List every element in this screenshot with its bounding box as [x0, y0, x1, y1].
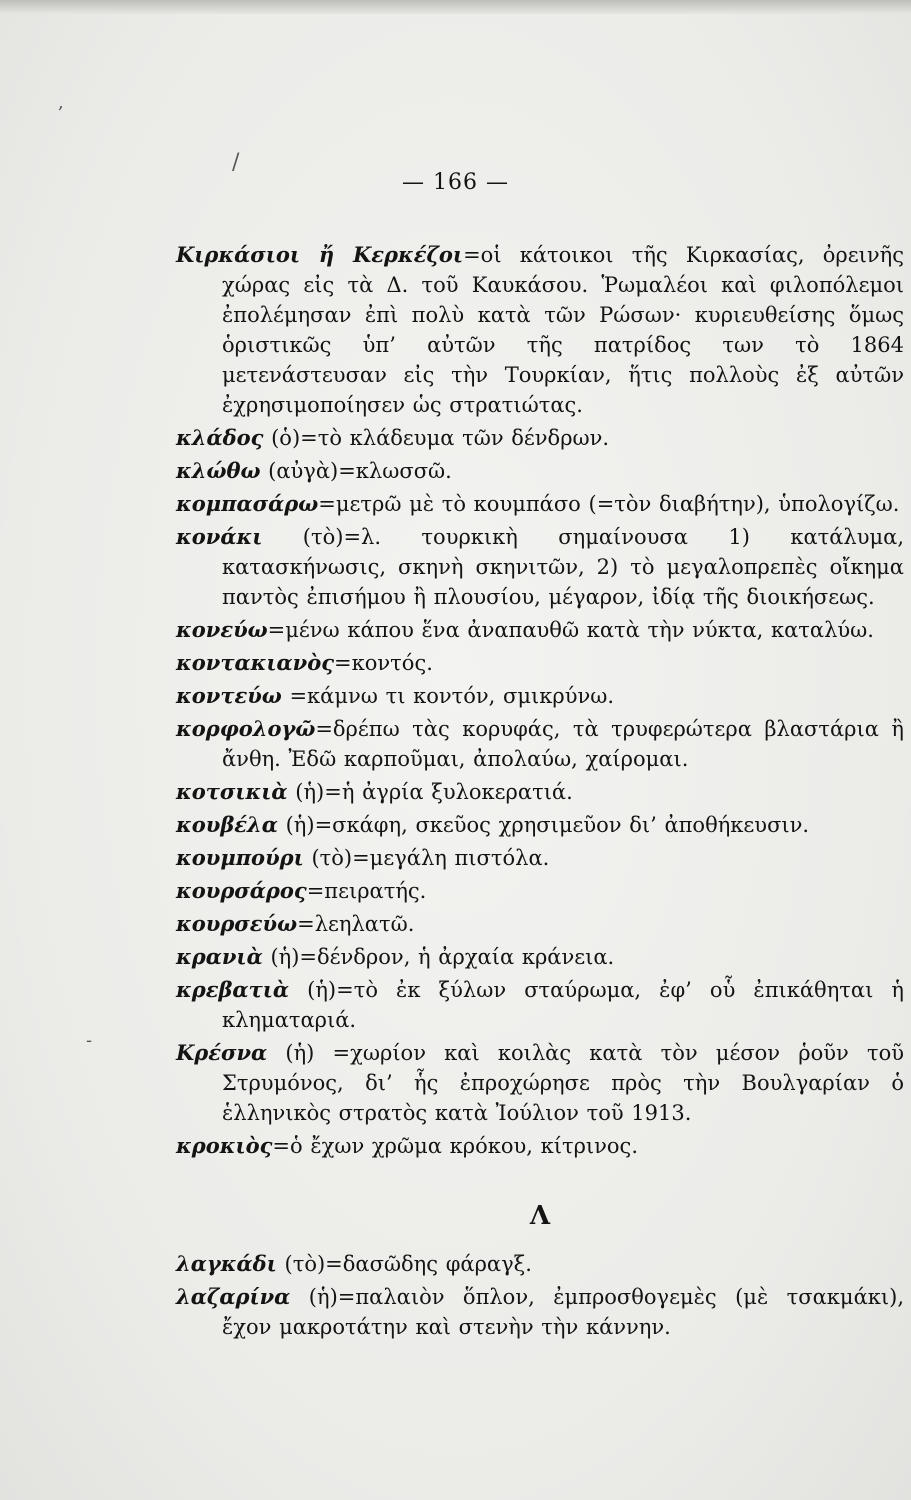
- entry-definition: =μένω κάπου ἕνα ἀναπαυθῶ κατὰ τὴν νύκτα, καταλύω.: [267, 618, 874, 642]
- entry-headword: λαζαρίνα: [176, 1284, 291, 1309]
- glossary-entry: [176, 714, 904, 774]
- entry-definition: (ἡ)=σκάφη, σκεῦος χρησιμεῦον δι’ ἀποθήκευσιν.: [277, 813, 810, 837]
- entry-definition: =λεηλατῶ.: [297, 912, 415, 936]
- entry-headword: κουβέλα: [176, 812, 278, 837]
- entry-definition: (ὁ)=τὸ κλάδευμα τῶν δένδρων.: [263, 426, 610, 450]
- glossary-entry: [176, 681, 904, 711]
- glossary-entry: [176, 648, 904, 678]
- glossary-entry: [176, 615, 904, 645]
- page-number: — 166 —: [402, 170, 509, 195]
- entries-section-k: [176, 240, 904, 1161]
- entry-headword: κοντεύω: [176, 683, 282, 708]
- glossary-entry: [176, 843, 904, 873]
- glossary-entry: [176, 876, 904, 906]
- entry-definition: =μετρῶ μὲ τὸ κουμπάσο (=τὸν διαβήτην), ὑπολογίζω.: [318, 492, 900, 516]
- entry-headword: κουρσάρος: [176, 878, 307, 903]
- entry-definition: (ἡ)=δένδρον, ἡ ἀρχαία κράνεια.: [262, 945, 615, 969]
- glossary-entries: [176, 240, 904, 1345]
- glossary-entry: [176, 423, 904, 453]
- entry-headword: Κιρκάσιοι ἤ Κερκέζοι: [176, 242, 464, 267]
- glossary-entry: [176, 777, 904, 807]
- glossary-entry: [176, 1131, 904, 1161]
- entry-headword: κοντακιανὸς: [176, 650, 335, 675]
- entry-headword: κροκιὸς: [176, 1133, 273, 1158]
- glossary-entry: [176, 909, 904, 939]
- entry-headword: κουμπούρι: [176, 845, 304, 870]
- entry-headword: κομπασάρω: [176, 491, 319, 516]
- entry-headword: κρανιὰ: [176, 944, 263, 969]
- entry-definition: (ἡ)=ἡ ἀγρία ξυλοκερατιά.: [287, 780, 573, 804]
- entry-definition: (τὸ)=λ. τουρκικὴ σημαίνουσα 1) κατάλυμα, κατασκήνωσις, σκηνὴ σκηνιτῶν, 2) τὸ μεγαλοπρεπὲς οἴκημα παντὸς ἐπισήμου ἢ πλουσίου, μέγαρον, ἰδίᾳ τῆς διοικήσεως.: [222, 525, 904, 609]
- margin-mark: ,: [58, 92, 64, 113]
- entry-headword: κλώθω: [176, 458, 261, 483]
- entry-headword: κορφολογῶ: [176, 716, 316, 741]
- entry-definition: (ἡ)=παλαιὸν ὅπλον, ἐμπροσθογεμὲς (μὲ τσακμάκι), ἔχον μακροτάτην καὶ στενὴν τὴν κάννην.: [222, 1285, 904, 1339]
- glossary-entry: [176, 240, 904, 420]
- entry-definition: (ἡ)=τὸ ἐκ ξύλων σταύρωμα, ἐφ’ οὗ ἐπικάθηται ἡ κληματαριά.: [222, 978, 904, 1032]
- entries-section-l: [176, 1249, 904, 1342]
- entry-headword: λαγκάδι: [176, 1251, 277, 1276]
- entry-definition: =κάμνω τι κοντόν, σμικρύνω.: [281, 684, 615, 708]
- entry-definition: =πειρατής.: [306, 879, 427, 903]
- entry-definition: (αὐγὰ)=κλωσσῶ.: [260, 459, 452, 483]
- entry-headword: κονεύω: [176, 617, 268, 642]
- entry-headword: Κρέσνα: [176, 1040, 268, 1065]
- entry-definition: (τὸ)=δασῶδης φάραγξ.: [276, 1252, 532, 1276]
- entry-headword: κλάδος: [176, 425, 264, 450]
- glossary-entry: [176, 975, 904, 1035]
- entry-headword: κονάκι: [176, 524, 263, 549]
- margin-mark: /: [232, 150, 240, 175]
- section-letter: Λ: [529, 1201, 551, 1231]
- glossary-entry: [176, 810, 904, 840]
- entry-definition: =δρέπω τὰς κορυφάς, τὰ τρυφερώτερα βλαστάρια ἢ ἄνθη. Ἐδῶ καρποῦμαι, ἀπολαύω, χαίρομαι.: [222, 717, 904, 771]
- glossary-entry: [176, 456, 904, 486]
- entry-definition: (ἡ) =χωρίον καὶ κοιλὰς κατὰ τὸν μέσον ῥοῦν τοῦ Στρυμόνος, δι’ ἧς ἐπροχώρησε πρὸς τὴν Βουλγαρίαν ὁ ἑλληνικὸς στρατὸς κατὰ Ἰούλιον τοῦ 1913.: [222, 1041, 904, 1125]
- margin-mark: -: [86, 1030, 93, 1051]
- entry-headword: κρεβατιὰ: [176, 977, 290, 1002]
- entry-headword: κοτσικιὰ: [176, 779, 288, 804]
- glossary-entry: [176, 1282, 904, 1342]
- entry-headword: κουρσεύω: [176, 911, 298, 936]
- entry-definition: =οἱ κάτοικοι τῆς Κιρκασίας, ὀρεινῆς χώρας εἰς τὰ Δ. τοῦ Καυκάσου. Ῥωμαλέοι καὶ φιλοπόλεμοι ἐπολέμησαν ἐπὶ πολὺ κατὰ τῶν Ρώσων· κυριευθείσης ὅμως ὁριστικῶς ὑπ’ αὐτῶν τῆς πατρίδος των τὸ 1864 μετενάστευσαν εἰς τὴν Τουρκίαν, ἥτις πολλοὺς ἐξ αὐτῶν ἐχρησιμοποίησεν ὡς στρατιώτας.: [222, 243, 904, 417]
- entry-definition: =ὁ ἔχων χρῶμα κρόκου, κίτρινος.: [272, 1134, 638, 1158]
- glossary-entry: [176, 1038, 904, 1128]
- entry-definition: =κοντός.: [334, 651, 433, 675]
- glossary-entry: [176, 1249, 904, 1279]
- page-top-edge: [0, 0, 911, 14]
- glossary-entry: [176, 489, 904, 519]
- entry-definition: (τὸ)=μεγάλη πιστόλα.: [303, 846, 550, 870]
- glossary-entry: [176, 522, 904, 612]
- glossary-entry: [176, 942, 904, 972]
